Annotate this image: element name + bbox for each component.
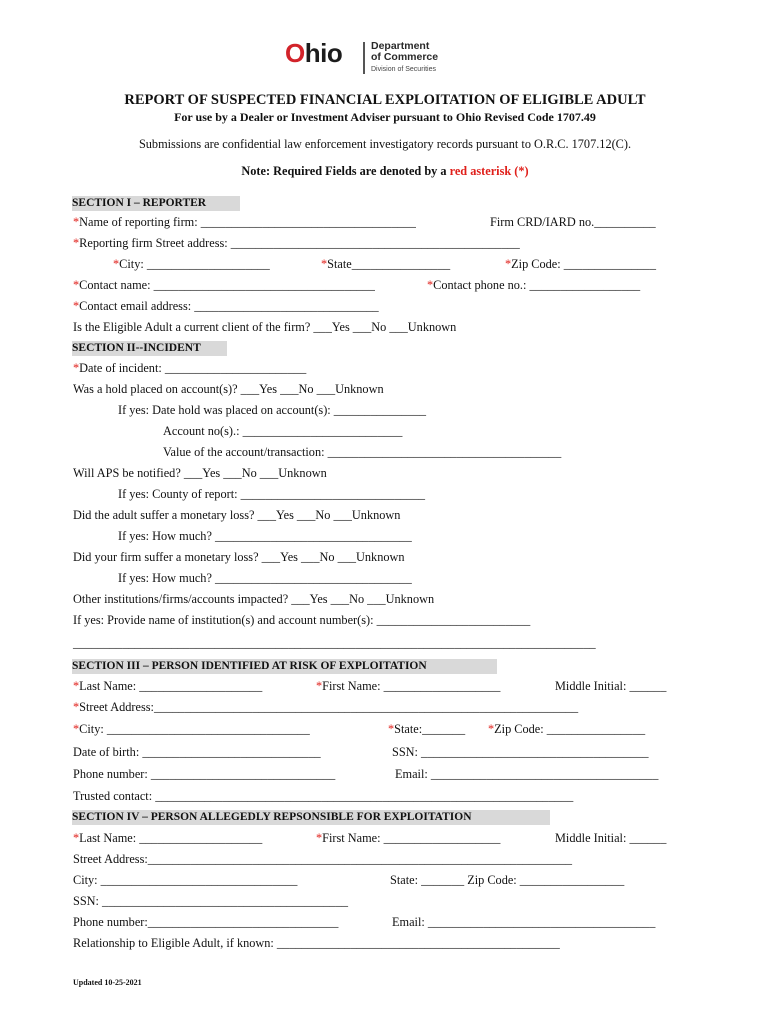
field-perp-email[interactable]: Email: _____________________________________ [392, 915, 656, 929]
field-label: City: _________________________________ [79, 722, 310, 736]
field-adult-how-much[interactable]: If yes: How much? ________________________________ [118, 529, 412, 543]
field-label: Contact email address: ______________________________ [79, 299, 379, 313]
section-3-header: SECTION III – PERSON IDENTIFIED AT RISK OF EXPLOITATION [72, 659, 497, 674]
field-perp-city[interactable]: City: ________________________________ [73, 873, 298, 887]
field-value-account[interactable]: Value of the account/transaction: ______________________________________ [163, 445, 562, 459]
field-perp-ssn[interactable]: SSN: ________________________________________ [73, 894, 348, 908]
field-label: Contact name: ____________________________________ [79, 278, 375, 292]
field-aps[interactable]: Will APS be notified? ___Yes ___No ___Unknown [73, 466, 327, 480]
field-victim-dob[interactable]: Date of birth: _____________________________ [73, 745, 321, 759]
required-asterisk: * [427, 278, 434, 292]
field-victim-ssn[interactable]: SSN: _____________________________________ [392, 745, 649, 759]
field-city-1[interactable] [113, 257, 270, 272]
required-asterisk: * [388, 722, 395, 736]
required-fields-note [0, 164, 770, 179]
field-contact-phone[interactable] [427, 278, 640, 293]
ohio-logo-wordmark: Ohio [285, 38, 343, 68]
field-current-client[interactable]: Is the Eligible Adult a current client of the firm? ___Yes ___No ___Unknown [73, 320, 457, 334]
field-provide-name[interactable]: If yes: Provide name of institution(s) and account number(s): _________________________ [73, 613, 531, 627]
note-red-asterisk: red asterisk (*) [449, 164, 529, 178]
field-trusted-contact[interactable]: Trusted contact: ____________________________________________________________________ [73, 789, 574, 803]
division-name: Division of Securities [371, 66, 436, 73]
field-victim-city[interactable] [73, 722, 310, 737]
form-title: REPORT OF SUSPECTED FINANCIAL EXPLOITATION OF ELIGIBLE ADULT [124, 92, 646, 108]
field-perp-middle-initial[interactable]: Middle Initial: ______ [555, 831, 667, 845]
field-victim-street[interactable] [73, 700, 578, 715]
field-label: City: ____________________ [119, 257, 270, 271]
field-label: Last Name: ____________________ [79, 679, 263, 693]
field-other-institutions[interactable]: Other institutions/firms/accounts impacted? ___Yes ___No ___Unknown [73, 592, 435, 606]
field-contact-email[interactable] [73, 299, 379, 314]
required-asterisk: * [488, 722, 495, 736]
field-firm-name[interactable] [73, 215, 416, 230]
field-hold-date[interactable]: If yes: Date hold was placed on account(s): _______________ [118, 403, 427, 417]
field-crd[interactable]: Firm CRD/IARD no.__________ [490, 215, 656, 229]
field-label: Last Name: ____________________ [79, 831, 263, 845]
field-state-1[interactable] [321, 257, 450, 272]
field-label: State________________ [327, 257, 451, 271]
field-adult-loss[interactable]: Did the adult suffer a monetary loss? ___Yes ___No ___Unknown [73, 508, 401, 522]
field-perp-last-name[interactable] [73, 831, 262, 846]
required-asterisk: * [505, 257, 512, 271]
field-label: Name of reporting firm: ___________________________________ [79, 215, 416, 229]
note-prefix: Note: Required Fields are denoted by a [241, 164, 450, 178]
required-asterisk: * [73, 679, 80, 693]
dept-line-1: Department [371, 40, 430, 52]
field-firm-how-much[interactable]: If yes: How much? ________________________________ [118, 571, 412, 585]
required-asterisk: * [316, 679, 323, 693]
field-victim-email[interactable]: Email: _____________________________________ [395, 767, 659, 781]
field-victim-phone[interactable]: Phone number: ______________________________ [73, 767, 336, 781]
required-asterisk: * [321, 257, 328, 271]
required-asterisk: * [316, 831, 323, 845]
required-asterisk: * [73, 722, 80, 736]
field-zip-1[interactable] [505, 257, 656, 272]
section-1-header: SECTION I – REPORTER [72, 196, 240, 211]
field-label: Date of incident: _______________________ [79, 361, 307, 375]
required-asterisk: * [73, 215, 80, 229]
confidentiality-notice: Submissions are confidential law enforcement investigatory records pursuant to O.R.C. 1707.12(C). [138, 137, 632, 151]
required-asterisk: * [113, 257, 120, 271]
field-label: First Name: ___________________ [322, 679, 501, 693]
dept-line-2: of Commerce [371, 51, 439, 63]
required-asterisk: * [73, 278, 80, 292]
department-name [371, 41, 438, 63]
field-victim-middle-initial[interactable]: Middle Initial: ______ [555, 679, 667, 693]
field-perp-state-zip[interactable]: State: _______ Zip Code: _________________ [390, 873, 625, 887]
field-label: State:_______ [394, 722, 466, 736]
form-subtitle: For use by a Dealer or Investment Adviser pursuant to Ohio Revised Code 1707.49 [174, 110, 596, 124]
field-perp-first-name[interactable] [316, 831, 500, 846]
required-asterisk: * [73, 299, 80, 313]
field-perp-phone[interactable]: Phone number:_______________________________ [73, 915, 339, 929]
required-asterisk: * [73, 361, 80, 375]
field-victim-first-name[interactable] [316, 679, 500, 694]
required-asterisk: * [73, 236, 80, 250]
field-victim-last-name[interactable] [73, 679, 262, 694]
field-date-incident[interactable] [73, 361, 306, 376]
field-label: Zip Code: _______________ [511, 257, 656, 271]
field-label: Reporting firm Street address: _______________________________________________ [79, 236, 520, 250]
section-2-header: SECTION II--INCIDENT [72, 341, 227, 356]
logo-divider [363, 42, 365, 74]
field-account-no[interactable]: Account no(s).: __________________________ [163, 424, 403, 438]
ohio-commerce-logo [285, 38, 465, 78]
field-label: First Name: ___________________ [322, 831, 501, 845]
field-firm-address[interactable] [73, 236, 520, 251]
field-label: Zip Code: ________________ [494, 722, 646, 736]
field-perp-street[interactable]: Street Address:_____________________________________________________________________ [73, 852, 573, 866]
field-relationship[interactable]: Relationship to Eligible Adult, if known: ______________________________________________ [73, 936, 560, 950]
field-label: Contact phone no.: __________________ [433, 278, 641, 292]
section-4-header: SECTION IV – PERSON ALLEGEDLY REPSONSIBLE FOR EXPLOITATION [72, 810, 550, 825]
field-county[interactable]: If yes: County of report: ______________________________ [118, 487, 426, 501]
field-hold-placed[interactable]: Was a hold placed on account(s)? ___Yes ___No ___Unknown [73, 382, 384, 396]
field-victim-state[interactable] [388, 722, 465, 737]
required-asterisk: * [73, 700, 80, 714]
field-victim-zip[interactable] [488, 722, 645, 737]
required-asterisk: * [73, 831, 80, 845]
field-firm-loss[interactable]: Did your firm suffer a monetary loss? ___Yes ___No ___Unknown [73, 550, 405, 564]
field-contact-name[interactable] [73, 278, 375, 293]
field-blank-line[interactable]: _____________________________________________________________________________________ [73, 636, 596, 650]
updated-date: Updated 10-25-2021 [73, 978, 142, 987]
field-label: Street Address:_____________________________________________________________________ [79, 700, 579, 714]
